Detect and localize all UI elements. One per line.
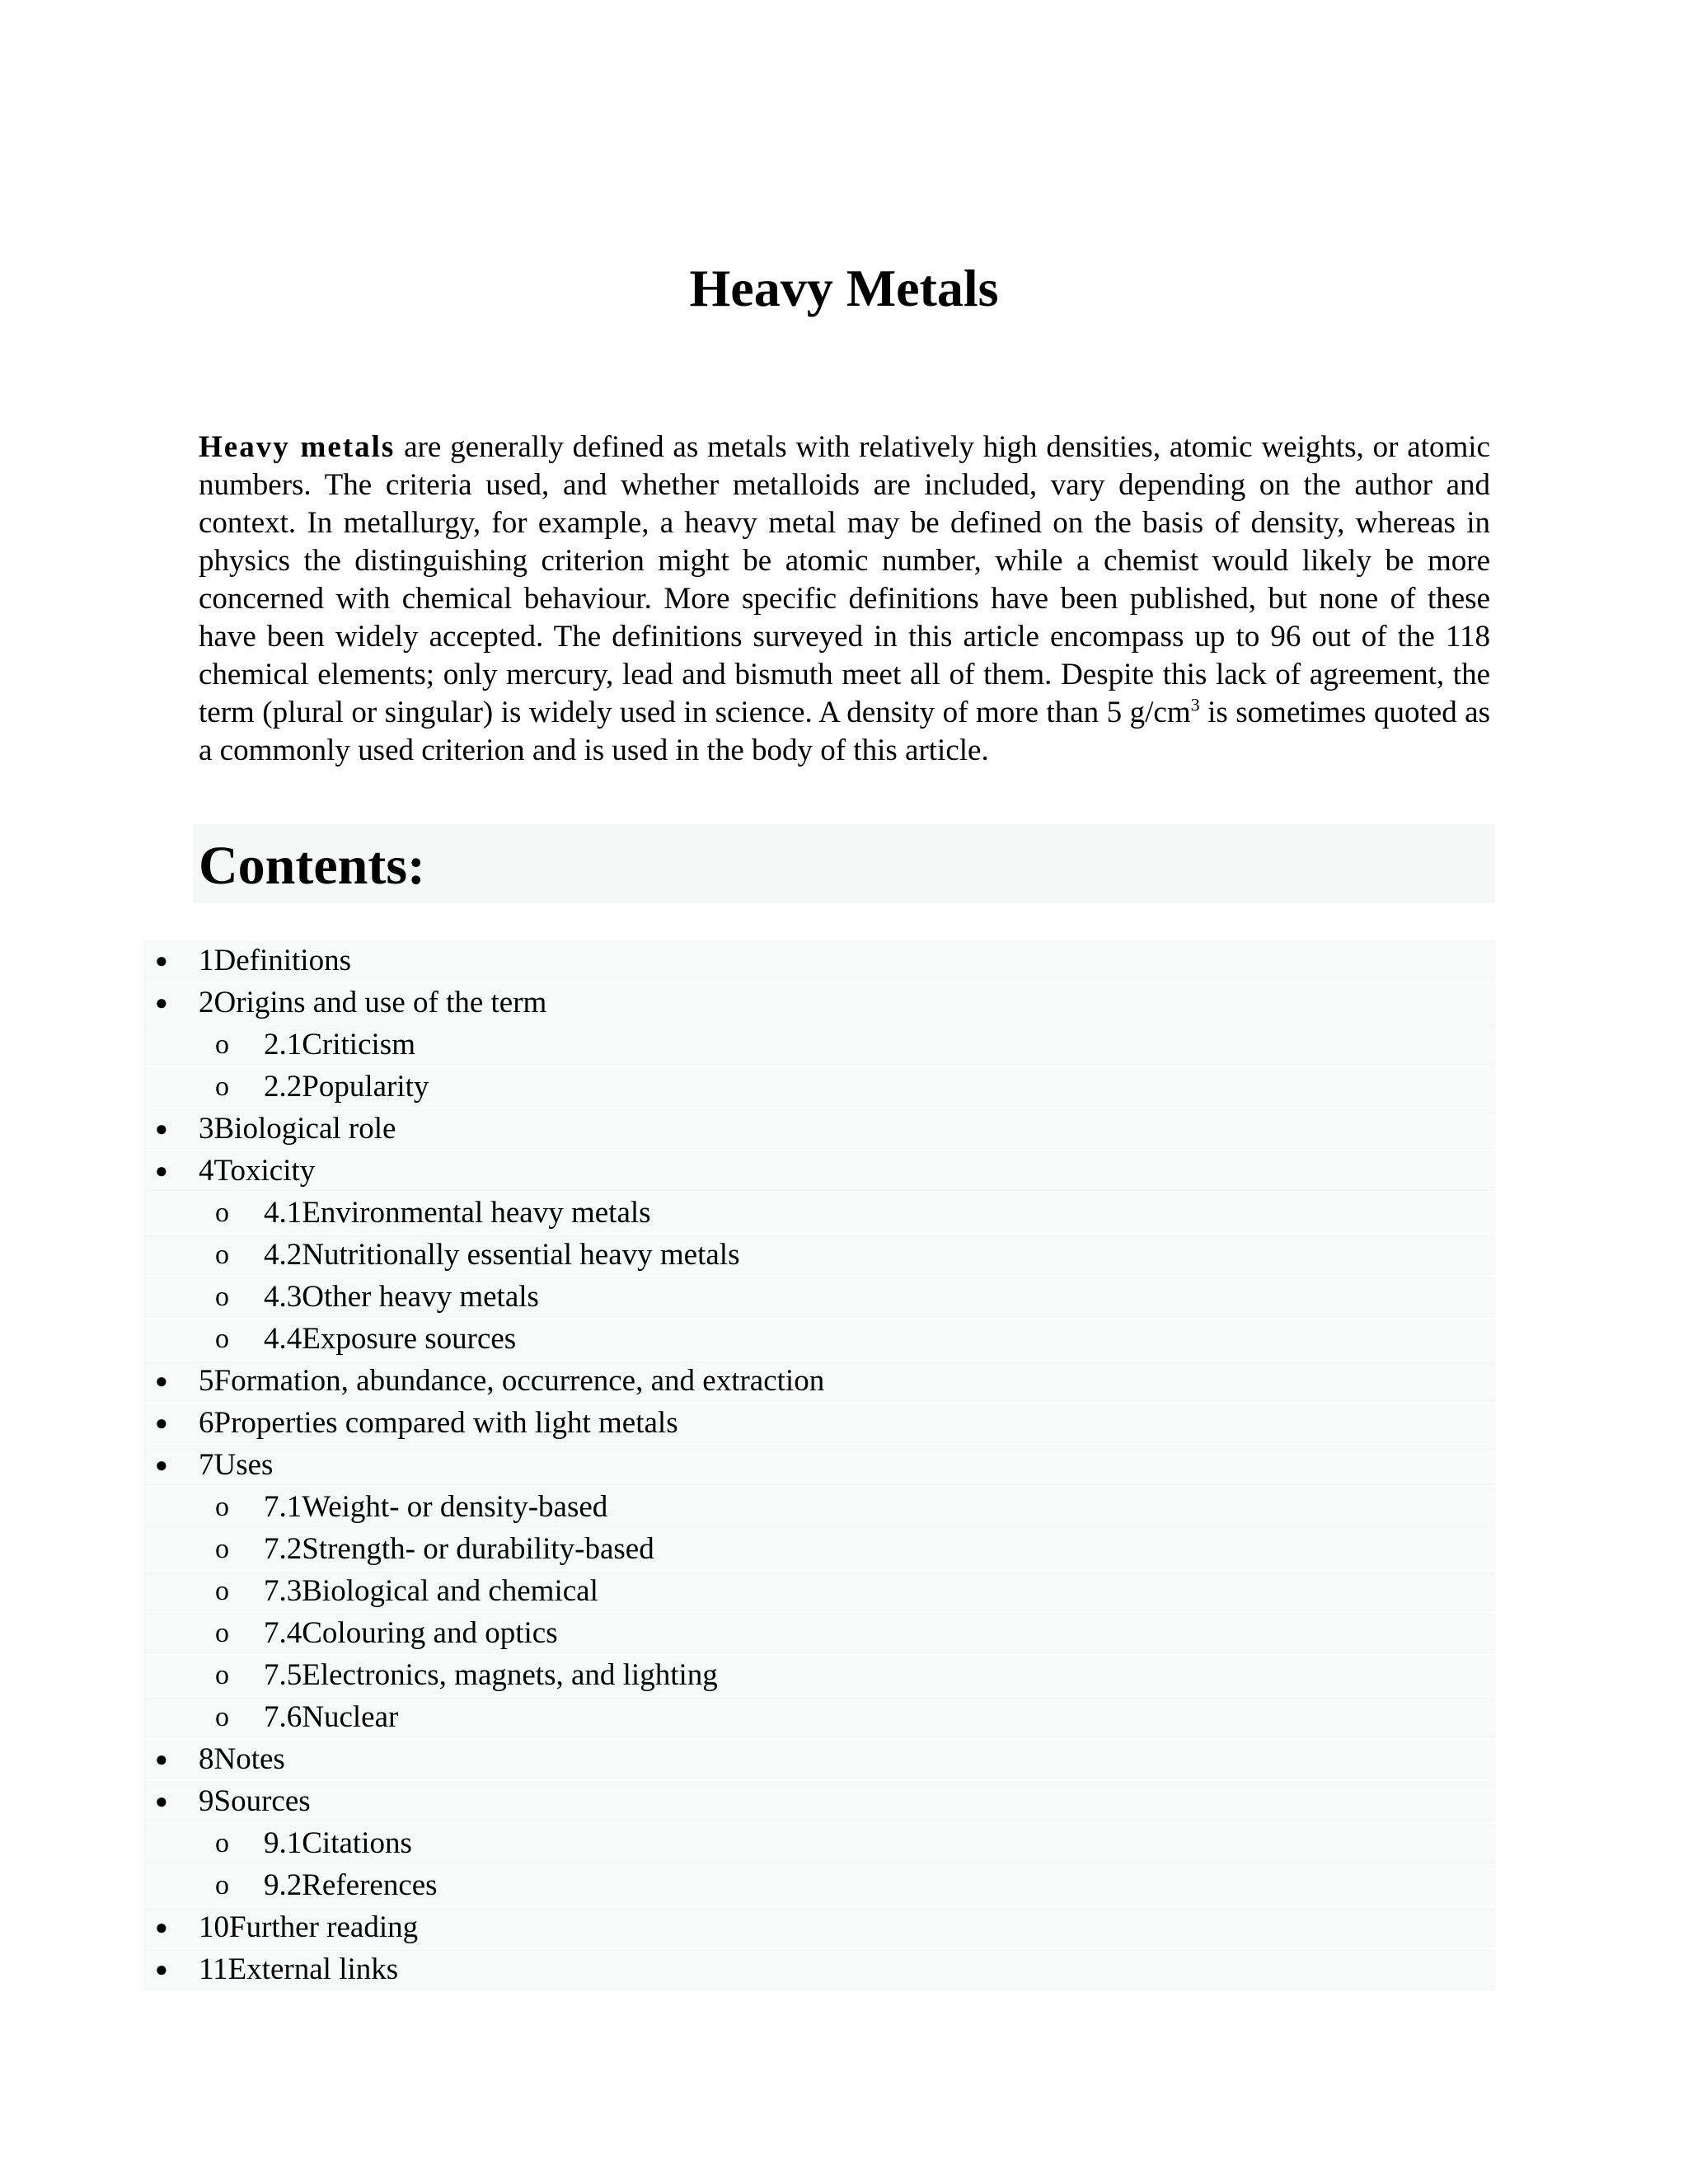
hollow-bullet-icon: o [215,1197,229,1228]
toc-item[interactable] [143,1150,1495,1192]
hollow-bullet-icon: o [215,1282,229,1312]
contents-heading: Contents: [199,836,425,896]
toc-item[interactable] [143,1738,1495,1780]
bullet-icon: ● [155,1159,168,1183]
hollow-bullet-icon: o [215,1828,229,1858]
toc-link[interactable]: 7.2Strength- or durability-based [264,1532,654,1566]
toc-subitem[interactable] [143,1570,1495,1612]
bullet-icon: ● [155,1117,168,1141]
hollow-bullet-icon: o [215,1534,229,1564]
toc-link[interactable]: 4.1Environmental heavy metals [264,1196,651,1230]
bullet-icon: ● [155,1915,168,1939]
toc-subitem[interactable] [143,1192,1495,1234]
hollow-bullet-icon: o [215,1240,229,1270]
bullet-icon: ● [155,1453,168,1477]
bullet-icon: ● [155,1789,168,1813]
toc-subitem[interactable] [143,1486,1495,1528]
intro-text: are generally defined as metals with relatively high densities, atomic weights, or atomic numbers. The criteria used, and whether metalloids are included, vary depending on the author and context. In metallurgy, for example, a heavy metal may be defined on the basis of density, whereas in physics the distinguishing criterion might be atomic number, while a chemist would likely be more concerned with chemical behaviour. More specific definitions have been published, but none of these have been widely accepted. The definitions surveyed in this article encompass up to 96 out of the 118 chemical elements; only mercury, lead and bismuth meet all of them. Despite this lack of agreement, the term (plural or singular) is widely used in science. A density of more than 5 g/cm [199,430,1490,729]
toc-subitem[interactable] [143,1864,1495,1906]
toc-item[interactable] [143,982,1495,1024]
toc-item[interactable] [143,1402,1495,1444]
toc-link[interactable]: 6Properties compared with light metals [199,1406,678,1440]
hollow-bullet-icon: o [215,1618,229,1648]
toc-link[interactable]: 7.4Colouring and optics [264,1616,558,1650]
toc-link[interactable]: 9.1Citations [264,1826,412,1860]
toc-link[interactable]: 2.2Popularity [264,1070,429,1104]
toc-link[interactable]: 10Further reading [199,1910,419,1944]
toc-link[interactable]: 1Definitions [199,944,351,977]
bullet-icon: ● [155,1369,168,1393]
toc-link[interactable]: 7.5Electronics, magnets, and lighting [264,1658,718,1692]
toc-link[interactable]: 2Origins and use of the term [199,986,547,1019]
toc-item[interactable] [143,1108,1495,1150]
intro-paragraph [199,429,1490,770]
toc-item[interactable] [143,1906,1495,1948]
bullet-icon: ● [155,1411,168,1435]
toc-link[interactable]: 9.2References [264,1868,438,1902]
toc-link[interactable]: 3Biological role [199,1112,396,1146]
toc-link[interactable]: 4.2Nutritionally essential heavy metals [264,1238,740,1272]
hollow-bullet-icon: o [215,1702,229,1732]
intro-text-end: is sometimes quoted as a commonly used criterion and is used in the body of this article. [199,696,1491,767]
toc-subitem[interactable] [143,1822,1495,1864]
page-title: Heavy Metals [689,259,999,317]
toc-item[interactable] [143,1780,1495,1822]
toc-link[interactable]: 4Toxicity [199,1154,316,1188]
toc-subitem[interactable] [143,1696,1495,1738]
toc-subitem[interactable] [143,1024,1495,1066]
toc-link[interactable]: 7.3Biological and chemical [264,1574,598,1608]
toc-subitem[interactable] [143,1318,1495,1360]
toc-link[interactable]: 11External links [199,1952,399,1986]
bullet-icon: ● [155,991,168,1015]
toc-item[interactable] [143,1360,1495,1402]
toc-item[interactable] [143,1444,1495,1486]
toc-item[interactable] [143,940,1495,982]
toc-link[interactable]: 9Sources [199,1784,311,1818]
hollow-bullet-icon: o [215,1870,229,1900]
toc-link[interactable]: 7.1Weight- or density-based [264,1490,608,1524]
toc-subitem[interactable] [143,1066,1495,1108]
hollow-bullet-icon: o [215,1576,229,1606]
toc-link[interactable]: 7.6Nuclear [264,1700,399,1734]
intro-bold-lead: Heavy metals [199,430,396,464]
toc-subitem[interactable] [143,1276,1495,1318]
toc-link[interactable]: 4.4Exposure sources [264,1322,517,1356]
hollow-bullet-icon: o [215,1324,229,1354]
toc-subitem[interactable] [143,1612,1495,1654]
bullet-icon: ● [155,949,168,972]
hollow-bullet-icon: o [215,1029,229,1060]
hollow-bullet-icon: o [215,1492,229,1522]
bullet-icon: ● [155,1747,168,1771]
toc-subitem[interactable] [143,1654,1495,1696]
bullet-icon: ● [155,1957,168,1981]
toc-link[interactable]: 7Uses [199,1448,274,1482]
toc-link[interactable]: 8Notes [199,1742,285,1776]
intro-superscript: 3 [1190,694,1200,715]
hollow-bullet-icon: o [215,1660,229,1690]
toc-link[interactable]: 2.1Criticism [264,1028,415,1062]
toc-item[interactable] [143,1948,1495,1990]
toc-link[interactable]: 4.3Other heavy metals [264,1280,539,1314]
toc-subitem[interactable] [143,1234,1495,1276]
hollow-bullet-icon: o [215,1071,229,1102]
toc-link[interactable]: 5Formation, abundance, occurrence, and extraction [199,1364,825,1398]
table-of-contents [143,940,1495,1990]
toc-subitem[interactable] [143,1528,1495,1570]
